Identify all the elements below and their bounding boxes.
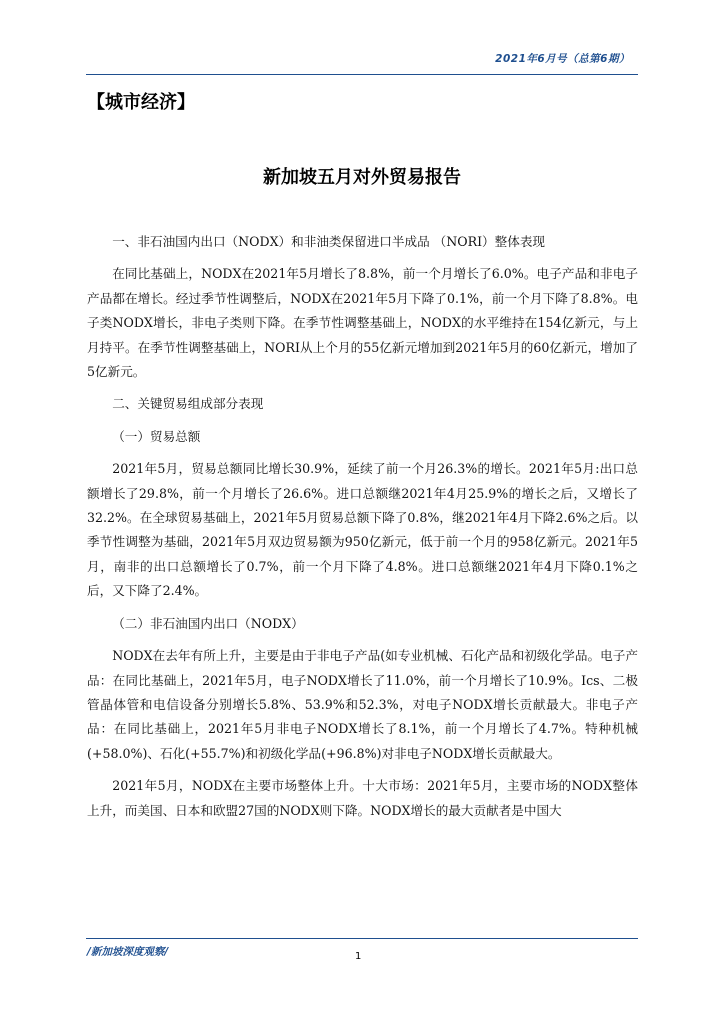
subsection-heading: （一）贸易总额 — [112, 428, 201, 444]
page-number: 1 — [355, 951, 362, 962]
body-paragraph: NODX在去年有所上升，主要是由于非电子产品(如专业机械、石化产品和初级化学品。电子产品：在同比基础上，2021年5月，电子NODX增长了11.0%，前一个月增长了10.9%。Ics、二极管晶体管和电信设备分别增长5.8%、53.9%和52.3%，对电子NODX增长贡献最大。非电子产品：在同比基础上，2021年5月非电子NODX增长了8.1%，前一个月增长了4.7%。特种机械(+58.0%)、石化(+55.7%)和初级化学品(+96.8%)对非电子NODX增长贡献最大。 — [87, 648, 638, 761]
body-paragraph: 2021年5月，贸易总额同比增长30.9%，延续了前一个月26.3%的增长。2021年5月:出口总额增长了29.8%，前一个月增长了26.6%。进口总额继2021年4月25.9%的增长之后，又增长了32.2%。在全球贸易基础上，2021年5月贸易总额下降了0.8%，继2021年4月下降2.6%之后。以季节性调整为基础，2021年5月双边贸易额为950亿新元，低于前一个月的958亿新元。2021年5月，南非的出口总额增长了0.7%，前一个月下降了4.8%。进口总额继2021年4月下降0.1%之后，又下降了2.4%。 — [87, 461, 639, 599]
section-heading: 二、关键贸易组成部分表现 — [112, 396, 264, 412]
body-paragraph: 在同比基础上，NODX在2021年5月增长了8.8%，前一个月增长了6.0%。电子产品和非电子产品都在增长。经过季节性调整后，NODX在2021年5月下降了0.1%，前一个月下降了8.8%。电子类NODX增长，非电子类则下降。在季节性调整基础上，NODX的水平维持在154亿新元，与上月持平。在季节性调整基础上，NORI从上个月的55亿新元增加到2021年5月的60亿新元，增加了5亿新元。 — [87, 266, 638, 380]
header-rule — [86, 74, 638, 75]
report-title: 新加坡五月对外贸易报告 — [263, 167, 461, 188]
report-body — [87, 230, 638, 831]
footer-rule — [86, 938, 638, 939]
body-paragraph: 2021年5月，NODX在主要市场整体上升。十大市场：2021年5月，主要市场的NODX整体上升，而美国、日本和欧盟27国的NODX则下降。NODX增长的最大贡献者是中国大 — [87, 778, 638, 818]
section-heading: 一、非石油国内出口（NODX）和非油类保留进口半成品 （NORI）整体表现 — [112, 234, 546, 249]
section-tag: 【城市经济】 — [87, 92, 195, 113]
publication-name: /新加坡深度观察/ — [87, 946, 169, 958]
issue-header: 2021年6月号（总第6期） — [495, 53, 630, 65]
subsection-heading: （二）非石油国内出口（NODX） — [112, 615, 304, 631]
